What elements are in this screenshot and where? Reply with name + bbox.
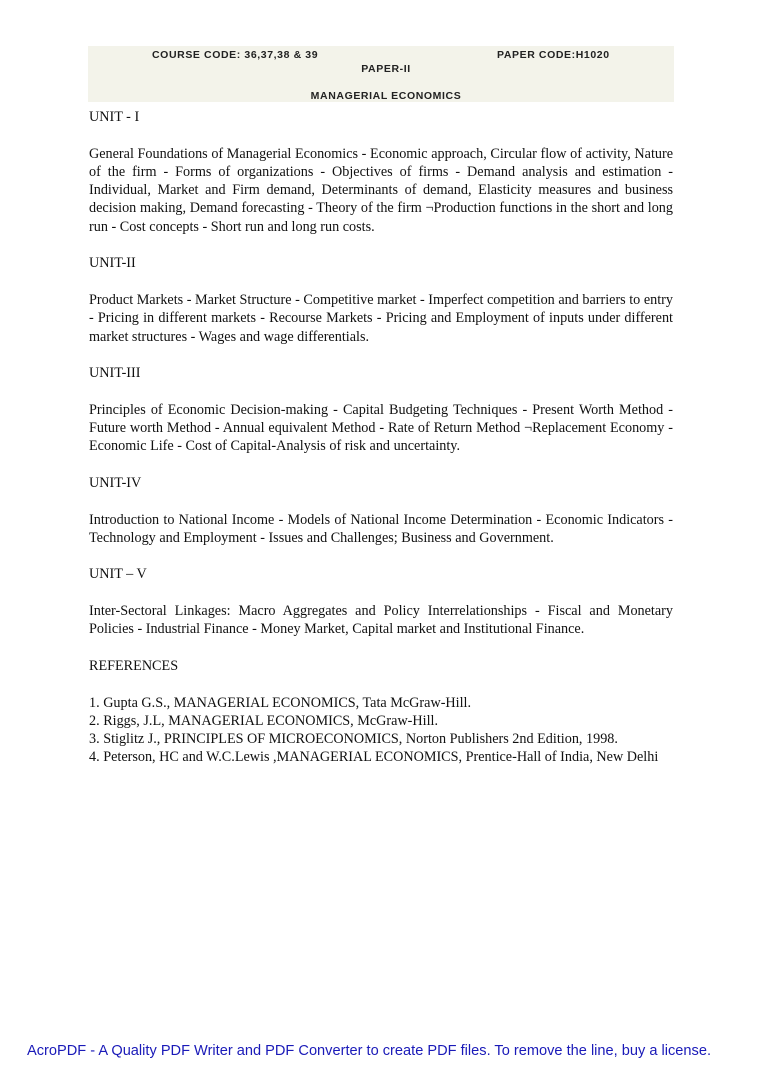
spacer xyxy=(89,456,673,474)
spacer xyxy=(89,547,673,565)
spacer xyxy=(89,346,673,364)
references-heading: REFERENCES xyxy=(89,657,179,674)
unit-heading: UNIT - I xyxy=(89,109,140,125)
course-code: COURSE CODE: 36,37,38 & 39 xyxy=(152,49,319,61)
unit-heading: UNIT-IV xyxy=(89,474,142,491)
unit-heading: UNIT-II xyxy=(89,255,136,272)
spacer xyxy=(89,584,673,602)
spacer xyxy=(89,273,673,291)
unit-description: Product Markets - Market Structure - Competitive market - Imperfect competition and barriers to entry - Pricing in different markets - Recourse Markets - Pricing and Employment of inputs under different market structures - Wages and wage differentials. xyxy=(89,291,673,345)
reference-item: 4. Peterson, HC and W.C.Lewis ,MANAGERIAL ECONOMICS, Prentice-Hall of India, New Delhi xyxy=(89,749,659,766)
document-title: MANAGERIAL ECONOMICS xyxy=(310,90,462,102)
spacer xyxy=(89,675,673,693)
footer-watermark: AcroPDF - A Quality PDF Writer and PDF Converter to create PDF files. To remove the line, buy a license. xyxy=(27,1043,712,1059)
reference-item: 1. Gupta G.S., MANAGERIAL ECONOMICS, Tata McGraw-Hill. xyxy=(89,694,472,711)
paper-label: PAPER-II xyxy=(361,63,411,75)
unit-heading: UNIT – V xyxy=(89,566,147,583)
unit-description: Principles of Economic Decision-making - Capital Budgeting Techniques - Present Worth Method - Future worth Method - Annual equivalent Method - Rate of Return Method ¬Replacement Economy - Economic Life - Cost of Capital-Analysis of risk and uncertainty. xyxy=(89,401,673,455)
reference-item: 3. Stiglitz J., PRINCIPLES OF MICROECONOMICS, Norton Publishers 2nd Edition, 1998. xyxy=(89,731,618,748)
spacer xyxy=(89,492,673,510)
spacer xyxy=(89,126,673,144)
spacer xyxy=(89,236,673,254)
document-body xyxy=(89,108,673,767)
unit-description: General Foundations of Managerial Economics - Economic approach, Circular flow of activity, Nature of the firm - Forms of organizations - Objectives of firms - Demand analysis and estimation - Individual, Market and Firm demand, Determinants of demand, Elasticity measures and business decision making, Demand forecasting - Theory of the firm ¬Production functions in the short and long run - Cost concepts - Short run and long run costs. xyxy=(89,145,673,235)
unit-description: Introduction to National Income - Models of National Income Determination - Economic Indicators - Technology and Employment - Issues and Challenges; Business and Government. xyxy=(89,511,673,546)
unit-heading: UNIT-III xyxy=(89,365,141,382)
spacer xyxy=(89,382,673,400)
unit-description: Inter-Sectoral Linkages: Macro Aggregates and Policy Interrelationships - Fiscal and Monetary Policies - Industrial Finance - Money Market, Capital market and Institutional Finance. xyxy=(89,603,673,638)
spacer xyxy=(89,639,673,657)
paper-code: PAPER CODE:H1020 xyxy=(497,49,610,61)
reference-item: 2. Riggs, J.L, MANAGERIAL ECONOMICS, McGraw-Hill. xyxy=(89,712,439,729)
reference-list xyxy=(89,694,673,767)
